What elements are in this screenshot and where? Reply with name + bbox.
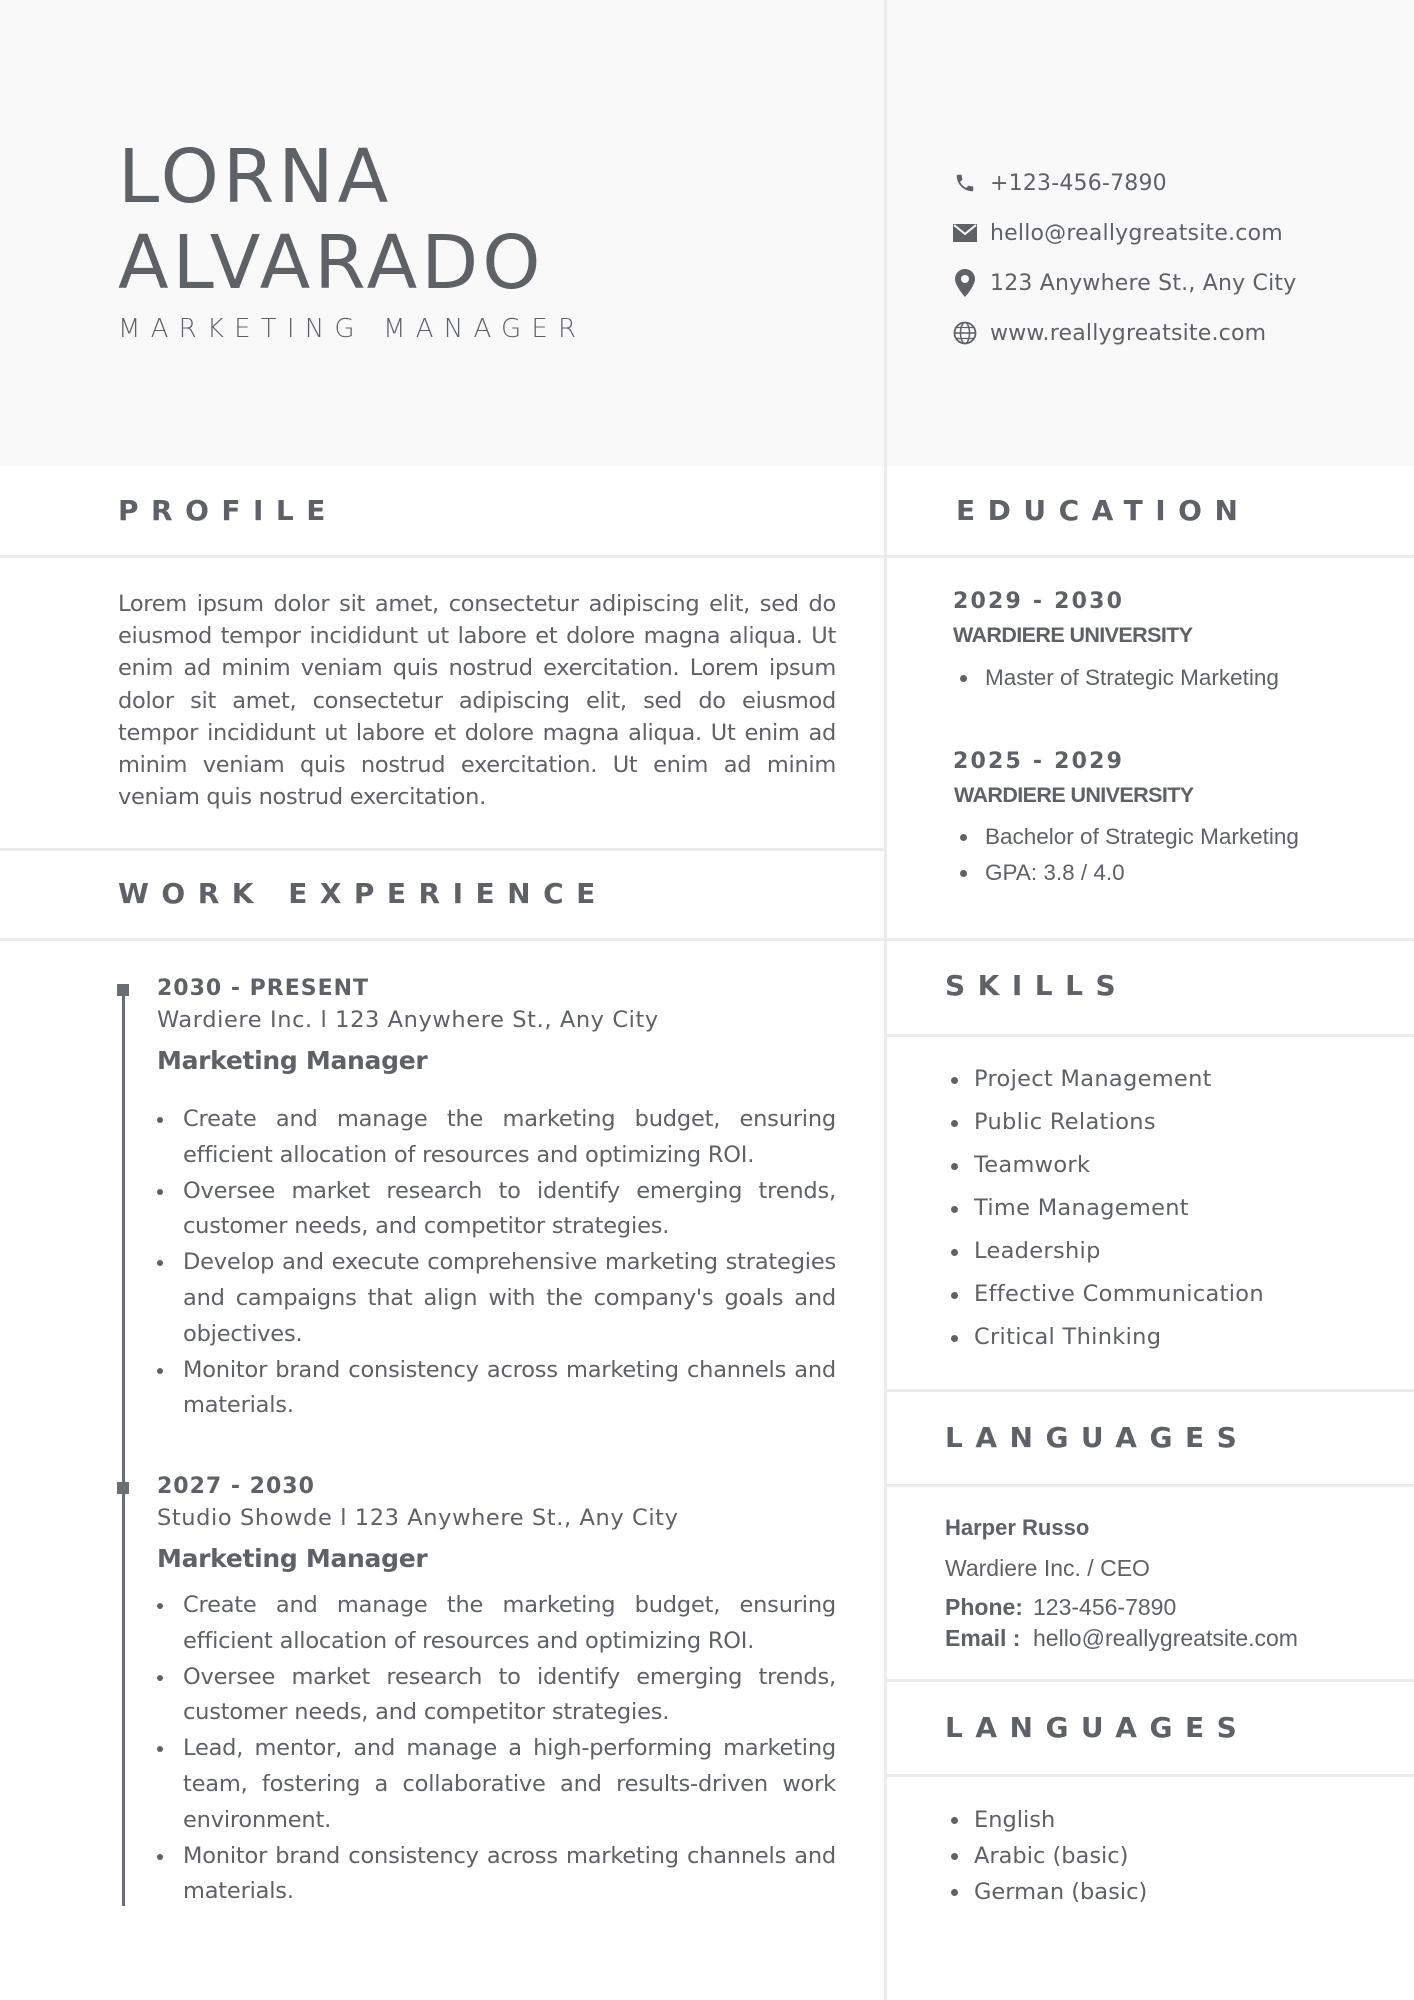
education-school: WARDIERE UNIVERSITY	[954, 783, 1194, 807]
contact-email-text: hello@reallygreatsite.com	[990, 220, 1283, 246]
globe-icon	[952, 320, 978, 346]
contact-phone-text: +123-456-7890	[990, 170, 1167, 196]
list-item: Arabic (basic)	[946, 1838, 1147, 1874]
contact-address	[952, 268, 1296, 298]
list-item: Project Management	[946, 1058, 1264, 1101]
list-item: Oversee market research to identify emerging trends, customer needs, and competitor strategies.	[157, 1174, 836, 1246]
divider-line	[887, 1484, 1414, 1487]
job-role: Marketing Manager	[157, 1046, 428, 1075]
timeline-line	[122, 990, 125, 1906]
mail-icon	[952, 220, 978, 246]
list-item: Create and manage the marketing budget, ensuring efficient allocation of resources and optimizing ROI.	[157, 1102, 836, 1174]
divider-line	[0, 848, 884, 851]
reference-company: Wardiere Inc. / CEO	[945, 1555, 1150, 1581]
reference-name: Harper Russo	[945, 1515, 1090, 1540]
job-title: MARKETING MANAGER	[118, 314, 587, 344]
divider-line	[0, 938, 1414, 941]
location-pin-icon	[952, 270, 978, 296]
list-item: Bachelor of Strategic Marketing	[953, 819, 1299, 855]
job-responsibilities	[157, 1588, 836, 1910]
last-name: ALVARADO	[118, 220, 545, 306]
contact-email	[952, 218, 1283, 248]
reference-email-label: Email :	[945, 1625, 1021, 1651]
skills-list	[946, 1058, 1264, 1359]
education-years: 2029 - 2030	[953, 589, 1125, 614]
reference-phone-value: 123-456-7890	[1033, 1594, 1177, 1620]
first-name: LORNA	[118, 134, 393, 220]
profile-heading: PROFILE	[118, 494, 338, 527]
job-responsibilities	[157, 1102, 836, 1424]
list-item: Develop and execute comprehensive marketing strategies and campaigns that align with the company's goals and objectives.	[157, 1245, 836, 1352]
list-item: Leadership	[946, 1230, 1264, 1273]
reference-email-value: hello@reallygreatsite.com	[1033, 1625, 1298, 1651]
reference-heading: LANGUAGES	[945, 1421, 1250, 1454]
languages-list	[946, 1802, 1147, 1910]
education-details	[953, 819, 1299, 891]
job-date: 2030 - PRESENT	[157, 976, 370, 1001]
work-experience-heading: WORK EXPERIENCE	[118, 877, 608, 910]
column-divider	[884, 0, 887, 2000]
reference-phone-label: Phone:	[945, 1594, 1023, 1620]
list-item: Master of Strategic Marketing	[953, 660, 1279, 696]
contact-address-text: 123 Anywhere St., Any City	[990, 270, 1297, 296]
list-item: Lead, mentor, and manage a high-performing marketing team, fostering a collaborative and results-driven work environment.	[157, 1731, 836, 1838]
education-heading: EDUCATION	[956, 494, 1251, 527]
education-years: 2025 - 2029	[953, 749, 1125, 774]
list-item: Public Relations	[946, 1101, 1264, 1144]
contact-website	[952, 318, 1266, 348]
list-item: Create and manage the marketing budget, ensuring efficient allocation of resources and optimizing ROI.	[157, 1588, 836, 1660]
education-details	[953, 660, 1279, 696]
list-item: Oversee market research to identify emerging trends, customer needs, and competitor strategies.	[157, 1660, 836, 1732]
contact-phone	[952, 168, 1167, 198]
languages-heading: LANGUAGES	[945, 1711, 1250, 1744]
job-date: 2027 - 2030	[157, 1474, 315, 1499]
job-role: Marketing Manager	[157, 1544, 428, 1573]
phone-icon	[952, 170, 978, 196]
list-item: Monitor brand consistency across marketing channels and materials.	[157, 1839, 836, 1911]
list-item: Time Management	[946, 1187, 1264, 1230]
divider-line	[0, 555, 1414, 558]
job-company: Studio Showde l 123 Anywhere St., Any City	[157, 1505, 679, 1531]
divider-line	[887, 1389, 1414, 1392]
list-item: Effective Communication	[946, 1273, 1264, 1316]
timeline-marker	[117, 1482, 129, 1494]
list-item: English	[946, 1802, 1147, 1838]
list-item: German (basic)	[946, 1874, 1147, 1910]
profile-text: Lorem ipsum dolor sit amet, consectetur adipiscing elit, sed do eiusmod tempor incididunt ut labore et dolore magna aliqua. Ut enim ad minim veniam quis nostrud exercitation. Lorem ipsum dolor sit amet, consectetur adipiscing elit, sed do eiusmod tempor incididunt ut labore et dolore magna aliqua. Ut enim ad minim veniam quis nostrud exercitation. Ut enim ad minim veniam quis nostrud exercitation.	[118, 591, 836, 811]
job-company: Wardiere Inc. l 123 Anywhere St., Any City	[157, 1007, 659, 1033]
timeline-marker	[117, 984, 129, 996]
reference-email	[945, 1625, 1298, 1652]
education-school: WARDIERE UNIVERSITY	[953, 623, 1193, 647]
divider-line	[887, 1034, 1414, 1037]
list-item: GPA: 3.8 / 4.0	[953, 855, 1299, 891]
skills-heading: SKILLS	[945, 969, 1129, 1002]
reference-phone	[945, 1594, 1176, 1621]
list-item: Monitor brand consistency across marketing channels and materials.	[157, 1353, 836, 1425]
list-item: Critical Thinking	[946, 1316, 1264, 1359]
divider-line	[887, 1774, 1414, 1777]
list-item: Teamwork	[946, 1144, 1264, 1187]
contact-website-text: www.reallygreatsite.com	[990, 320, 1267, 346]
divider-line	[887, 1679, 1414, 1682]
